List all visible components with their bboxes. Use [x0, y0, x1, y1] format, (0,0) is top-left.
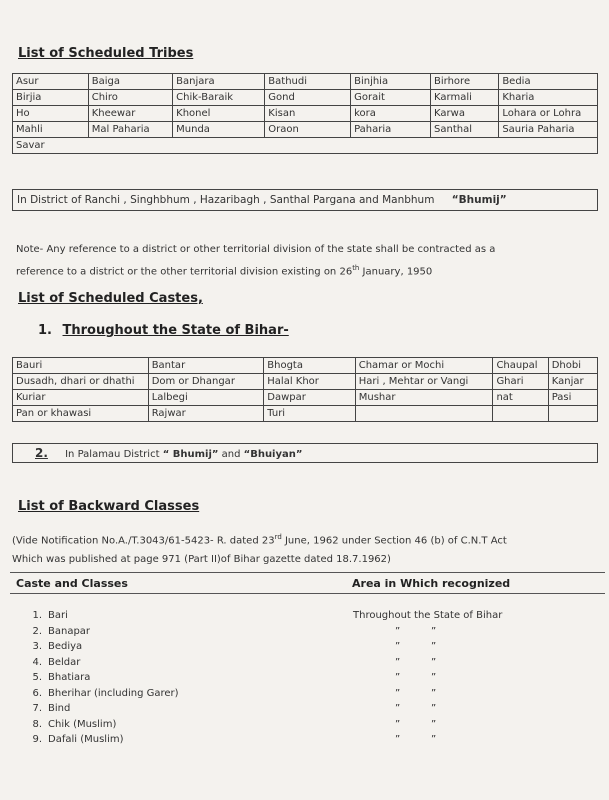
table-cell: Banjara [173, 74, 265, 90]
table-cell: Paharia [351, 122, 431, 138]
table-cell: Karwa [431, 106, 499, 122]
list-item: 8. Chik (Muslim) [32, 718, 117, 730]
table-cell: Dom or Dhangar [148, 374, 264, 390]
table-cell: Kuriar [13, 390, 149, 406]
table-cell: Chiro [88, 90, 172, 106]
table-row [13, 90, 598, 106]
table-cell: Rajwar [148, 406, 264, 422]
table-cell: Chamar or Mochi [355, 358, 493, 374]
table-cell: Birhore [431, 74, 499, 90]
table-cell: Turi [264, 406, 355, 422]
list-item: 1. Bari [32, 610, 68, 621]
table-row [13, 138, 598, 154]
area-item: ” ” [395, 625, 437, 637]
palamau-num: 2. [35, 446, 48, 460]
table-row [13, 122, 598, 138]
backward-classes-header [10, 572, 605, 594]
table-cell: Pan or khawasi [13, 406, 149, 422]
area-item: ” ” [395, 672, 437, 683]
scheduled-castes-subheading-1: 1. Throughout the State of Bihar- [38, 323, 289, 338]
table-cell: Gond [265, 90, 351, 106]
table-cell: kora [351, 106, 431, 122]
table-cell: Lohara or Lohra [499, 106, 598, 122]
district-note-box [12, 189, 598, 211]
table-cell [493, 406, 548, 422]
palamau-term-bhuiyan: “Bhuiyan” [243, 449, 303, 460]
area-item: ” ” [395, 718, 437, 730]
table-cell: Halal Khor [264, 374, 355, 390]
table-cell: Bantar [148, 358, 264, 374]
vide-line2: Which was published at page 971 (Part II)of Bihar gazette dated 18.7.1962) [12, 554, 391, 566]
table-cell: nat [493, 390, 548, 406]
table-cell: Dawpar [264, 390, 355, 406]
district-note-text: In District of Ranchi , Singhbhum , Hazaribagh , Santhal Pargana and Manbhum [17, 194, 435, 206]
area-item: ” ” [395, 703, 437, 714]
territorial-note [16, 241, 495, 281]
table-cell: Asur [13, 74, 89, 90]
palamau-text: In Palamau District [65, 449, 160, 460]
table-cell: Munda [173, 122, 265, 138]
area-item: ” ” [395, 641, 437, 652]
table-cell: Lalbegi [148, 390, 264, 406]
backward-classes-title: List of Backward Classes [18, 499, 200, 514]
territorial-note-line2: reference to a district or the other territorial division existing on 26th January, 1950 [16, 264, 433, 278]
table-cell [355, 406, 493, 422]
table-cell [548, 406, 597, 422]
table-cell: Santhal [431, 122, 499, 138]
list-item: 4. Beldar [32, 656, 81, 668]
table-cell: Bauri [13, 358, 149, 374]
table-row [13, 74, 598, 90]
scheduled-castes-table [12, 357, 598, 422]
table-cell: Sauria Paharia [499, 122, 598, 138]
table-cell: Chik-Baraik [173, 90, 265, 106]
area-item: Throughout the State of Bihar [353, 610, 503, 621]
scheduled-tribes-title: List of Scheduled Tribes [18, 46, 194, 61]
area-item: ” ” [395, 656, 437, 668]
table-cell: Pasi [548, 390, 597, 406]
table-cell: Bhogta [264, 358, 355, 374]
table-cell: Dusadh, dhari or dhathi [13, 374, 149, 390]
table-cell: Khonel [173, 106, 265, 122]
vide-notification [12, 528, 507, 569]
list-item: 9. Dafali (Muslim) [32, 734, 124, 745]
table-cell: Bedia [499, 74, 598, 90]
table-cell: Kanjar [548, 374, 597, 390]
area-item: ” ” [395, 687, 437, 699]
list-item: 7. Bind [32, 703, 71, 714]
table-cell: Gorait [351, 90, 431, 106]
vide-line1: (Vide Notification No.A./T.3043/61-5423- R. dated 23rd June, 1962 under Section 46 (b) of C.N.T Act [12, 533, 507, 547]
table-cell: Karmali [431, 90, 499, 106]
table-cell: Ghari [493, 374, 548, 390]
list-item: 2. Banapar [32, 625, 91, 637]
table-cell: Oraon [265, 122, 351, 138]
territorial-note-line1: Note- Any reference to a district or other territorial division of the state shall be contracted as a [16, 244, 496, 255]
table-cell: Hari , Mehtar or Vangi [355, 374, 493, 390]
table-row [13, 106, 598, 122]
table-cell: Mal Paharia [88, 122, 172, 138]
district-note-term: “Bhumij” [451, 194, 507, 206]
palamau-term-bhumij: “ Bhumij” [162, 449, 219, 460]
table-cell: Dhobi [548, 358, 597, 374]
table-cell: Baiga [88, 74, 172, 90]
scheduled-castes-title: List of Scheduled Castes, [18, 291, 203, 306]
table-cell: Kisan [265, 106, 351, 122]
table-cell: Birjia [13, 90, 89, 106]
list-item: 6. Bherihar (including Garer) [32, 687, 179, 699]
table-cell: Binjhia [351, 74, 431, 90]
area-list [353, 608, 502, 748]
column-area-recognized: Area in Which recognized [352, 577, 511, 590]
table-cell: Chaupal [493, 358, 548, 374]
table-cell: Kheewar [88, 106, 172, 122]
area-item: ” ” [395, 734, 437, 745]
table-row [13, 374, 598, 390]
table-row [13, 390, 598, 406]
list-item: 5. Bhatiara [32, 672, 91, 683]
table-cell: Bathudi [265, 74, 351, 90]
table-cell: Ho [13, 106, 89, 122]
list-item: 3. Bediya [32, 641, 83, 652]
table-row [13, 406, 598, 422]
column-caste-classes: Caste and Classes [16, 577, 128, 590]
table-cell: Mahli [13, 122, 89, 138]
backward-classes-list [22, 608, 179, 748]
table-cell: Mushar [355, 390, 493, 406]
palamau-box: 2. In Palamau District “ Bhumij” and “Bhuiyan” [12, 443, 598, 463]
table-cell: Savar [13, 138, 598, 154]
scheduled-tribes-table [12, 73, 598, 154]
table-row [13, 358, 598, 374]
table-cell: Kharia [499, 90, 598, 106]
